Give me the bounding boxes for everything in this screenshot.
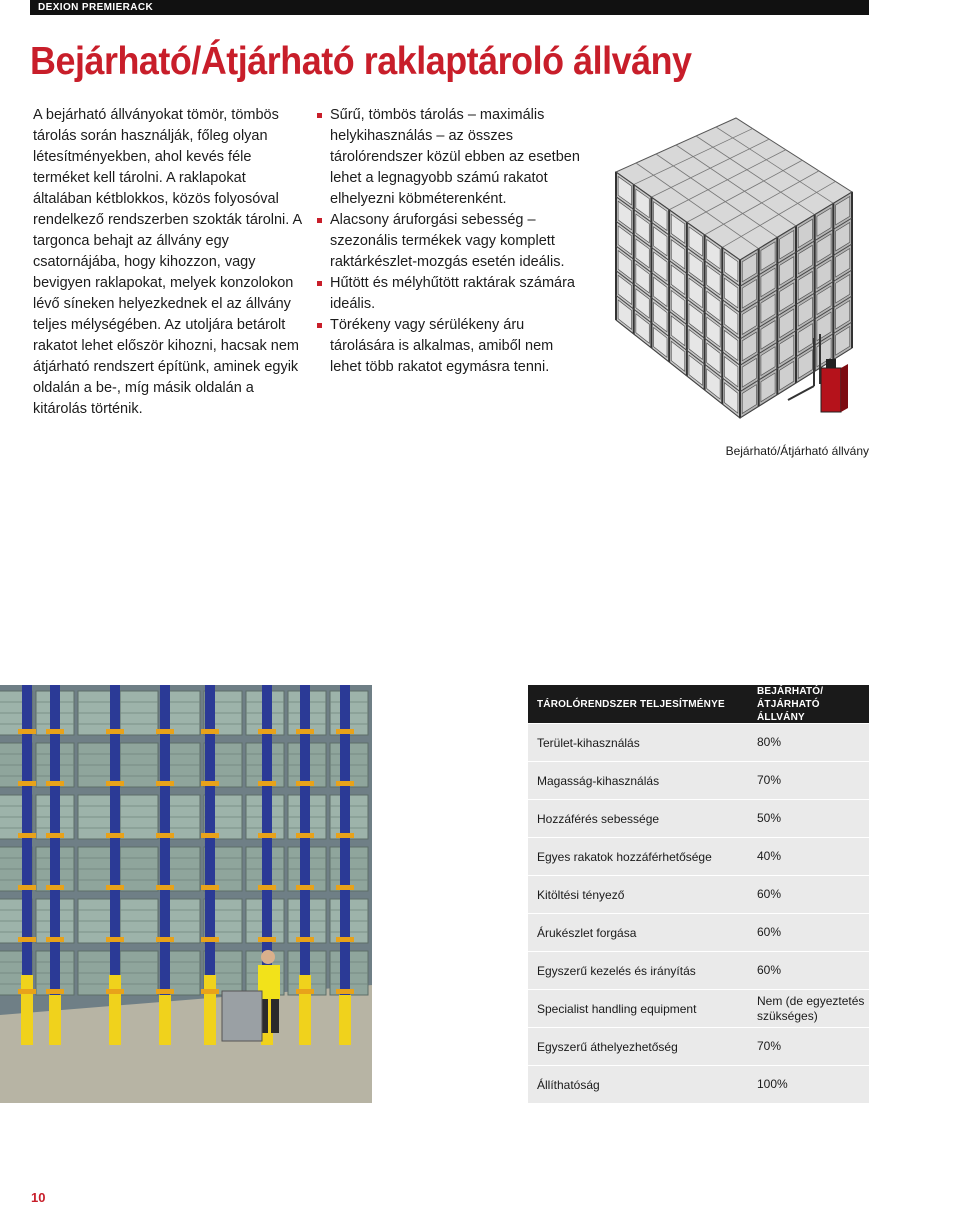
- row-label: Árukészlet forgása: [537, 925, 637, 940]
- row-value: 40%: [757, 849, 782, 863]
- table-row: [528, 914, 869, 951]
- list-item: [317, 105, 587, 210]
- list-item: [317, 315, 587, 378]
- performance-table: [528, 685, 869, 1103]
- row-value: 60%: [757, 925, 782, 939]
- list-item-text: Törékeny vagy sérülékeny áru tárolására is alkalmas, amiből nem lehet több rakatot egymásra tenni.: [330, 317, 554, 375]
- page-number: 10: [31, 1190, 46, 1205]
- table-row: [528, 838, 869, 875]
- list-item: [317, 210, 587, 273]
- drive-in-rack-illustration: [608, 110, 870, 430]
- row-label: Állíthatóság: [537, 1077, 600, 1092]
- row-value: 60%: [757, 963, 782, 977]
- row-value: 100%: [757, 1077, 788, 1091]
- table-row: [528, 990, 869, 1027]
- table-row: [528, 1066, 869, 1103]
- brand-label: DEXION PREMIERACK: [38, 2, 154, 13]
- bullet-square-icon: [317, 323, 322, 328]
- row-value: 60%: [757, 887, 782, 901]
- row-label: Egyszerű áthelyezhetőség: [537, 1039, 678, 1054]
- bullet-square-icon: [317, 281, 322, 286]
- row-label: Magasság-kihasználás: [537, 773, 660, 788]
- intro-paragraph: A bejárható állványokat tömör, tömbös tárolás során használják, főleg olyan létesítményekben, ahol kevés féle terméket kell tárolni. A raklapokat általában kétblokkos, közös folyosóval rendelkező rendszerben szokták tárolni. A targonca behajt az állvány egy csatornájába, hogy kihozzon, vagy bevigyen raklapokat, melyek konzolokon lévő síneken helyezkednek el az állvány teljes mélységében. Az utoljára betárolt rakatot lehet először kihozni, hacsak nem átjárható rendszert építünk, aminek egyik oldalán a be-, míg másik oldalán a kitárolás történik.: [33, 107, 302, 417]
- bullet-square-icon: [317, 218, 322, 223]
- table-header: [528, 685, 869, 723]
- row-label: Hozzáférés sebessége: [537, 811, 660, 826]
- table-row: [528, 876, 869, 913]
- table-row: [528, 724, 869, 761]
- bullet-square-icon: [317, 113, 322, 118]
- list-item-text: Alacsony áruforgási sebesség – szezonális termékek vagy komplett raktárkészlet-mozgás esetén ideális.: [330, 212, 565, 270]
- row-label: Terület-kihasználás: [537, 735, 640, 750]
- table-row: [528, 952, 869, 989]
- figure-caption: Bejárható/Átjárható állvány: [725, 444, 869, 458]
- column-header-rack: [757, 685, 869, 724]
- column-header-rack-line1: BEJÁRHATÓ/: [757, 685, 824, 697]
- warehouse-photo: [0, 685, 372, 1103]
- table-row: [528, 762, 869, 799]
- row-value: 70%: [757, 1039, 782, 1053]
- list-item-text: Sűrű, tömbös tárolás – maximális helykihasználás – az összes tárolórendszer közül ebben az esetben lehet a legnagyobb számú rakatot elhelyezni köbméterenként.: [330, 107, 580, 207]
- row-label: Kitöltési tényező: [537, 887, 625, 902]
- list-item: [317, 273, 587, 315]
- row-label: Egyes rakatok hozzáférhetősége: [537, 849, 712, 864]
- page-title: Bejárható/Átjárható raklaptároló állvány: [30, 40, 692, 83]
- row-label: Egyszerű kezelés és irányítás: [537, 963, 696, 978]
- column-header-rack-line2: ÁTJÁRHATÓ ÁLLVÁNY: [757, 698, 820, 723]
- list-item-text: Hűtött és mélyhűtött raktárak számára ideális.: [330, 275, 575, 312]
- table-row: [528, 800, 869, 837]
- feature-list: [317, 105, 587, 378]
- header-bar: [30, 0, 869, 15]
- row-value: 70%: [757, 773, 782, 787]
- row-value: Nem (de egyeztetés szükséges): [757, 993, 865, 1023]
- table-row: [528, 1028, 869, 1065]
- row-label: Specialist handling equipment: [537, 1001, 697, 1016]
- column-header-system: TÁROLÓRENDSZER TELJESÍTMÉNYE: [537, 698, 725, 710]
- row-value: 80%: [757, 735, 782, 749]
- row-value: 50%: [757, 811, 782, 825]
